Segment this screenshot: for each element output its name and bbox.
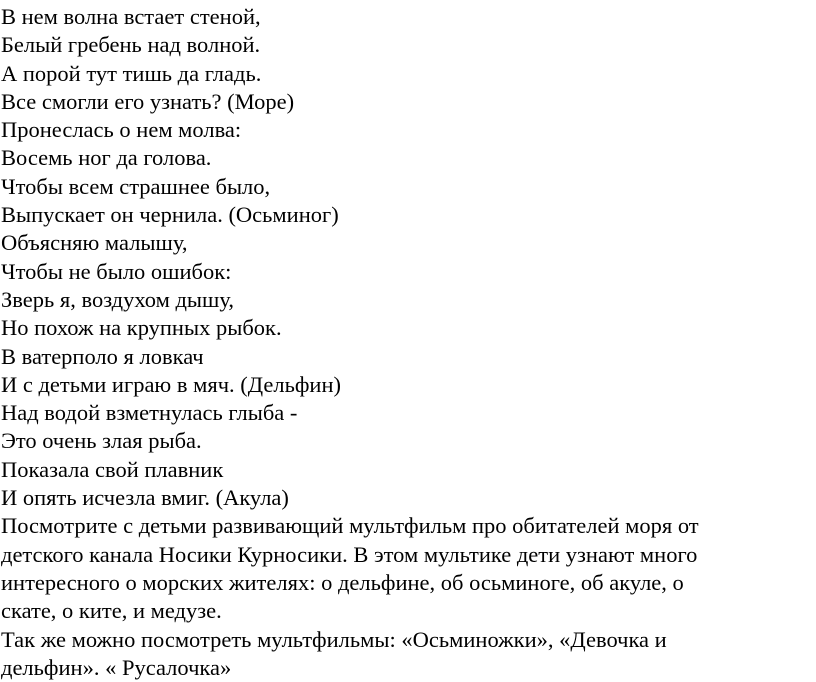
riddle-sea-line-2: Белый гребень над волной. bbox=[1, 32, 261, 58]
riddle-octopus-line-1: Пронеслась о нем молва: bbox=[1, 117, 242, 143]
riddle-dolphin-line-2: Чтобы не было ошибок: bbox=[1, 258, 232, 284]
riddle-dolphin-line-1: Объясняю малышу, bbox=[1, 230, 188, 256]
riddle-shark-line-1: Над водой взметнулась глыба - bbox=[1, 400, 298, 426]
paragraph-line-3: интересного о морских жителях: о дельфине, об осьминоге, об акуле, о bbox=[1, 569, 684, 595]
riddle-sea-line-1: В нем волна встает стеной, bbox=[1, 4, 261, 29]
paragraph-line-1: Посмотрите с детьми развивающий мультфильм про обитателей моря от bbox=[1, 513, 699, 539]
paragraph-line-6: дельфин». « Русалочка» bbox=[1, 654, 232, 680]
riddle-sea-line-4: Все смогли его узнать? (Море) bbox=[1, 88, 295, 114]
riddle-dolphin-line-4: Но похож на крупных рыбок. bbox=[1, 315, 282, 341]
paragraph-line-2: детского канала Носики Курносики. В этом мультике дети узнают много bbox=[1, 541, 698, 567]
riddle-shark-line-2: Это очень злая рыба. bbox=[1, 428, 202, 454]
riddle-dolphin-line-5: В ватерполо я ловкач bbox=[1, 343, 204, 369]
riddle-sea-line-3: А порой тут тишь да гладь. bbox=[1, 60, 262, 86]
paragraph-line-4: скате, о ките, и медузе. bbox=[1, 598, 222, 624]
riddle-octopus-line-3: Чтобы всем страшнее было, bbox=[1, 173, 271, 199]
riddle-octopus-line-4: Выпускает он чернила. (Осьминог) bbox=[1, 202, 339, 228]
riddle-dolphin-line-3: Зверь я, воздухом дышу, bbox=[1, 286, 234, 312]
riddle-octopus-line-2: Восемь ног да голова. bbox=[1, 145, 212, 171]
riddle-shark-line-3: Показала свой плавник bbox=[1, 456, 224, 482]
riddle-dolphin-line-6: И с детьми играю в мяч. (Дельфин) bbox=[1, 371, 342, 397]
paragraph-line-5: Так же можно посмотреть мультфильмы: «Осьминожки», «Девочка и bbox=[1, 626, 667, 652]
riddle-shark-line-4: И опять исчезла вмиг. (Акула) bbox=[1, 485, 289, 511]
